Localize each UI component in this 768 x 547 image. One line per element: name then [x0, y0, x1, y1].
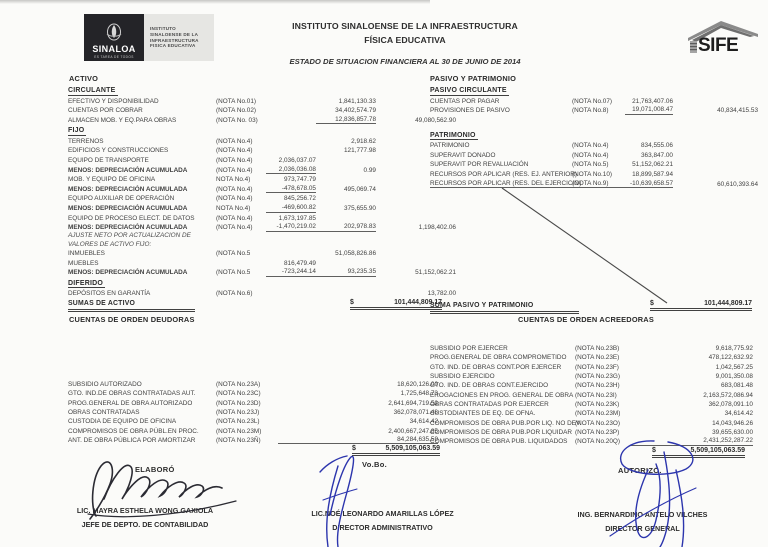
row-amount: 2,431,252,287.22: [630, 437, 753, 446]
row-amount: 18,620,126.00: [397, 380, 438, 388]
table-row: [68, 115, 456, 125]
row-note: (NOTA No.20Q): [575, 438, 620, 446]
row-amount: 362,078,091.10: [708, 400, 753, 408]
row-amount: 375,655.90: [344, 205, 376, 213]
row-note: [105, 288, 155, 289]
row-note: (NOTA No.5: [216, 250, 251, 258]
table-row: [68, 203, 456, 213]
sums-activo-total: [350, 299, 442, 310]
table-row: [68, 136, 456, 146]
row-note: (NOTA No.4): [216, 214, 253, 222]
row-amount: [186, 135, 246, 136]
row-label: PROG.GENERAL DE OBRA COMPROMETIDO: [430, 354, 567, 362]
row-note: (NOTA No.4): [216, 224, 253, 232]
row-amount: 9,618,775.92: [715, 344, 753, 352]
row-amount: [205, 288, 265, 289]
row-label: GTO. IND. DE OBRAS CONT.POR EJERCER: [430, 363, 562, 371]
row-amount: [316, 183, 376, 184]
row-note: NOTA No.4): [216, 176, 251, 184]
table-row: [68, 288, 456, 298]
row-note: (NOTA No.23O): [575, 419, 620, 427]
row-amount: 60,610,393.64: [717, 180, 758, 188]
row-amount: [136, 135, 186, 136]
institute-logo-text: [144, 14, 214, 61]
table-row: [68, 84, 456, 96]
signer-title: JEFE DE DEPTO. DE CONTABILIDAD: [81, 520, 209, 529]
table-row: [68, 232, 456, 240]
row-note: (NOTA No.23D): [216, 399, 261, 407]
row-note: (NOTA No.23H): [575, 382, 620, 390]
row-note: (NOTA No.01): [216, 97, 257, 105]
row-amount: [376, 212, 456, 213]
row-amount: 84,284,635.59: [278, 436, 438, 445]
row-label: CUSTODIANTES DE EQ. DE OFNA.: [430, 410, 536, 418]
row-amount: 2,918.62: [351, 137, 376, 145]
row-amount: [266, 257, 316, 258]
institute-line: SINALOENSE DE LA: [150, 31, 199, 37]
signer-title: DIRECTOR ADMINISTRATIVO: [332, 523, 433, 532]
table-row: [68, 184, 456, 194]
row-amount: [266, 105, 316, 106]
table-row: [430, 408, 753, 417]
row-label: CUENTAS POR COBRAR: [68, 107, 143, 115]
row-label: COMPROMISOS DE OBRA PUB. LIQUIDADOS: [430, 438, 568, 446]
signer-name: ING. BERNARDINO ANTELO VILCHES: [577, 510, 708, 519]
row-note: (NOTA No.8): [572, 107, 609, 115]
table-row: [430, 140, 758, 150]
currency-sign: $: [352, 445, 356, 452]
row-note: (NOTA No.23K): [575, 400, 620, 408]
row-label: CUENTAS POR PAGAR: [430, 97, 500, 105]
row-note: (NOTA No.4): [216, 166, 253, 174]
orden-deudoras-table: [68, 379, 438, 444]
row-amount: 1,042,567.25: [715, 363, 753, 371]
row-note: [478, 140, 531, 141]
section-activo: ACTIVO: [69, 74, 99, 83]
row-amount: 1,198,402.06: [418, 224, 456, 232]
suma-pasivo-label: SUMA PASIVO Y PATRIMONIO: [430, 302, 579, 314]
table-row: [430, 96, 758, 106]
row-amount: 21,763,407.06: [632, 97, 673, 105]
row-label: OBRAS CONTRATADAS POR EJERCER: [430, 400, 549, 408]
document-title: [225, 20, 585, 47]
row-label: CIRCULANTE: [68, 87, 116, 94]
signer-title: DIRECTOR GENERAL: [605, 524, 680, 533]
row-amount: 362,078,071.48: [393, 408, 438, 416]
row-amount: [218, 95, 278, 96]
table-row: [430, 150, 758, 160]
row-amount: [266, 297, 316, 298]
row-amount: [316, 164, 376, 165]
table-row: [430, 169, 758, 179]
row-label: SUBSIDIO EJERCIDO: [430, 372, 495, 380]
row-amount: 51,152,062.21: [415, 269, 456, 277]
table-row: [68, 145, 456, 155]
row-note: (NOTA No.23E): [575, 354, 620, 362]
row-amount: 51,058,826.86: [335, 250, 376, 258]
row-amount: [265, 288, 345, 289]
table-row: [430, 159, 758, 169]
row-amount: [610, 95, 695, 96]
table-row: [68, 193, 456, 203]
table-row: [430, 371, 753, 380]
row-label: EQUIPO AUXILIAR DE OPERACIÓN: [68, 195, 175, 203]
row-label: MOB. Y EQUIPO DE OFICINA: [68, 176, 156, 184]
row-label: EDIFICIOS Y CONSTRUCCIONES: [68, 147, 169, 155]
table-row: [68, 258, 456, 268]
row-note: (NOTA No.23B): [575, 344, 620, 352]
table-row: [68, 174, 456, 184]
row-amount: [316, 297, 376, 298]
table-row: [68, 379, 438, 388]
vobo-caption: Vo.Bo.: [362, 460, 387, 469]
row-label: PATRIMONIO: [430, 131, 476, 139]
row-label: GTO. IND. DE OBRAS CONT.EJERCIDO: [430, 382, 549, 390]
row-label: CUSTODIA DE EQUIPO DE OFICINA: [68, 418, 177, 426]
row-note: [509, 95, 562, 96]
table-row: [68, 124, 456, 136]
row-amount: [579, 140, 664, 141]
sums-activo-label: SUMAS DE ACTIVO: [68, 300, 195, 312]
institute-line: INSTITUTO: [150, 25, 176, 31]
row-amount: [673, 178, 758, 179]
row-note: (NOTA No.23A): [216, 380, 261, 388]
row-amount: 34,402,574.79: [335, 107, 376, 115]
row-label: MENOS: DEPRECIACIÓN ACUMULADA: [68, 224, 188, 232]
row-label: SUBSIDIO AUTORIZADO: [68, 380, 142, 388]
row-note: (NOTA No.02): [216, 107, 257, 115]
row-note: [216, 239, 266, 240]
table-row: [430, 84, 758, 96]
sife-logo-text: SIFE: [698, 35, 739, 54]
table-row: [68, 388, 438, 397]
row-amount: 40,834,415.53: [717, 107, 758, 115]
row-label: EQUIPO DE PROCESO ELECT. DE DATOS: [68, 214, 195, 222]
table-row: [68, 105, 456, 115]
row-amount: 51,152,062.21: [632, 161, 673, 169]
table-row: [430, 352, 753, 361]
row-label: RECURSOS POR APLICAR (RES. EJ. ANTERIOR): [430, 171, 578, 179]
row-amount: [376, 193, 456, 194]
row-amount: 34,614.42: [724, 410, 753, 418]
row-note: (NOTA No.4): [572, 142, 609, 150]
row-amount: [673, 105, 758, 106]
sinaloa-logo-box: [84, 14, 144, 61]
row-label: SUPERAVIT DONADO: [430, 151, 496, 159]
row-amount: [155, 288, 205, 289]
row-amount: [266, 154, 316, 155]
row-note: (NOTA No.23Ñ): [216, 436, 261, 444]
row-label: ALMACEN MOB. Y EQ.PARA OBRAS: [68, 116, 177, 124]
row-amount: [266, 248, 316, 249]
row-label: RECURSOS POR APLICAR (RES. DEL EJERCICIO): [430, 179, 582, 187]
orden-acreedoras-total: [652, 447, 745, 458]
row-label: FIJO: [68, 127, 85, 135]
row-amount: -723,244.14: [266, 268, 316, 277]
state-logo: [84, 14, 214, 61]
row-label: EQUIPO DE TRANSPORTE: [68, 157, 149, 165]
row-note: [216, 248, 266, 249]
section-orden-deudoras: CUENTAS DE ORDEN DEUDORAS: [69, 315, 195, 324]
signer-right: [540, 511, 745, 533]
row-amount: 2,163,572,086.94: [703, 391, 753, 399]
row-label: OBRAS CONTRATADAS: [68, 408, 140, 416]
scan-edge-shadow: [0, 0, 15, 547]
row-amount: 973,747.79: [284, 176, 316, 184]
statement-title: ESTADO DE SITUACION FINANCIERA AL 30 DE JUNIO DE 2014: [289, 57, 521, 66]
row-amount: 18,899,587.94: [632, 171, 673, 179]
row-amount: 2,641,694,719.52: [388, 399, 438, 407]
row-amount: [316, 239, 376, 240]
autorizo-caption: AUTORIZÓ.: [618, 466, 662, 475]
row-note: (NOTA No. 03): [216, 116, 258, 124]
row-amount: 2,036,037.07: [278, 157, 316, 165]
pasivo-table: [430, 84, 758, 188]
row-amount: [673, 168, 758, 169]
row-amount: [673, 159, 758, 160]
row-amount: [376, 202, 456, 203]
signature-vobo: [320, 456, 357, 547]
row-label: PASIVO CIRCULANTE: [430, 87, 507, 94]
row-note: (NOTA No.5: [216, 269, 251, 277]
row-amount: 478,122,632.92: [708, 354, 753, 362]
currency-sign: $: [350, 299, 354, 306]
row-amount: 202,978.83: [316, 223, 376, 232]
row-note: (NOTA No.4): [572, 151, 609, 159]
row-note: (NOTA No.5): [572, 161, 609, 169]
table-row: [68, 267, 456, 277]
row-label: MENOS: DEPRECIACIÓN ACUMULADA: [68, 166, 188, 174]
row-note: (NOTA No.4): [216, 137, 253, 145]
row-label: GTO. IND.DE OBRAS CONTRATADAS AUT.: [68, 390, 196, 398]
row-amount: -478,678.05: [266, 185, 316, 194]
row-label: EROGACIONES EN PROG. GENERAL DE OBRA: [430, 391, 574, 399]
elaboro-caption: ELABORÓ: [135, 465, 175, 474]
scan-top-shadow: [0, 0, 430, 4]
row-amount: [278, 95, 358, 96]
row-amount: 834,555.06: [641, 142, 673, 150]
row-label: VALORES DE ACTIVO FIJO:: [68, 240, 152, 248]
table-row: [430, 343, 753, 352]
row-amount: 495,069.74: [344, 185, 376, 193]
table-row: [68, 165, 456, 175]
row-label: COMPROMISOS DE OBRA PUB.POR LIQUIDAR: [430, 428, 573, 436]
row-amount: [316, 222, 376, 223]
row-amount: 1,725,648.73: [400, 390, 438, 398]
table-row: [430, 380, 753, 389]
table-row: [430, 129, 758, 141]
row-amount: [673, 149, 758, 150]
row-note: (NOTA No.23C): [216, 390, 261, 398]
row-label: PATRIMONIO: [430, 142, 470, 150]
total-amount: 101,444,809.17: [394, 299, 442, 306]
total-amount: 101,444,809.17: [704, 300, 752, 307]
row-amount: 683,081.48: [721, 382, 753, 390]
row-note: (NOTA No.23G): [575, 372, 620, 380]
table-row: [68, 435, 438, 444]
row-label: INMUEBLES: [68, 250, 105, 258]
row-label: COMPROMISOS DE OBRA PUB.POR LIQ. NO DEV.: [430, 419, 582, 427]
table-row: [68, 240, 456, 248]
table-row: [430, 362, 753, 371]
row-label: MENOS: DEPRECIACIÓN ACUMULADA: [68, 185, 188, 193]
signer-middle: [280, 510, 485, 532]
total-amount: 5,509,105,063.59: [385, 445, 440, 452]
row-amount: [531, 140, 579, 141]
table-row: [68, 398, 438, 407]
signer-left: [40, 507, 250, 529]
row-note: NOTA No.4): [216, 205, 251, 213]
row-amount: [376, 239, 456, 240]
table-row: [430, 105, 758, 115]
row-amount: -1,470,219.02: [266, 223, 316, 232]
row-amount: [376, 267, 456, 268]
row-note: (NOTA No.07): [572, 97, 613, 105]
section-pasivo: PASIVO Y PATRIMONIO: [430, 74, 517, 83]
row-note: [118, 95, 168, 96]
row-amount: 845,256.72: [284, 195, 316, 203]
diagonal-rule: [502, 188, 667, 303]
row-note: (NOTA No.4): [216, 185, 253, 193]
row-label: DIFERIDO: [68, 279, 104, 287]
row-label: DEPÓSITOS EN GARANTÍA: [68, 290, 151, 298]
orden-acreedoras-table: [430, 343, 753, 446]
row-note: (NOTA No.23M): [216, 427, 262, 435]
row-amount: [266, 239, 316, 240]
activo-table: [68, 84, 456, 298]
signer-name: LIC. MAYRA ESTHELA WONG GAXIOLA: [76, 506, 214, 515]
row-label: MENOS: DEPRECIACIÓN ACUMULADA: [68, 205, 188, 213]
row-amount: 0.99: [363, 166, 376, 174]
state-name: SINALOA: [92, 44, 136, 54]
row-amount: 12,836,857.78: [316, 116, 376, 125]
table-row: [430, 179, 758, 189]
row-amount: 1,673,197.85: [278, 214, 316, 222]
table-row: [430, 427, 753, 436]
row-note: (NOTA No.4): [216, 147, 253, 155]
total-amount: 5,509,105,063.59: [690, 447, 745, 454]
table-row: [68, 96, 456, 106]
row-amount: 93,235.35: [316, 268, 376, 277]
table-row: [430, 115, 758, 129]
suma-pasivo-total: [650, 300, 752, 311]
row-amount: 2,400,667,247.85: [388, 427, 438, 435]
row-amount: [316, 202, 376, 203]
row-label: MUEBLES: [68, 259, 99, 267]
row-amount: [562, 95, 610, 96]
section-orden-acreedoras: CUENTAS DE ORDEN ACREEDORAS: [518, 315, 654, 324]
row-label: TERRENOS: [68, 137, 104, 145]
row-label: PROVISIONES DE PASIVO: [430, 107, 510, 115]
document-title-line1: INSTITUTO SINALOENSE DE LA INFRAESTRUCTURA: [292, 21, 518, 31]
row-note: (NOTA No.9): [572, 180, 625, 189]
table-row: [68, 426, 438, 435]
row-amount: 9,001,350.08: [715, 372, 753, 380]
row-note: (NOTA No.23P): [575, 428, 620, 436]
row-amount: [376, 257, 456, 258]
row-amount: [316, 248, 376, 249]
row-amount: [168, 95, 218, 96]
row-label: ANT. DE OBRA PÚBLICA POR AMORTIZAR: [68, 436, 196, 444]
state-emblem-icon: [103, 22, 125, 44]
institute-line: INFRAESTRUCTURA: [150, 37, 199, 43]
row-label: SUPERAVIT POR REVALUACIÓN: [430, 161, 529, 169]
currency-sign: $: [652, 447, 656, 454]
row-amount: -469,600.82: [266, 204, 316, 213]
table-row: [68, 407, 438, 416]
row-note: (NOTA No.23L): [216, 418, 260, 426]
table-row: [68, 277, 456, 289]
row-amount: 14,043,946.26: [712, 419, 753, 427]
table-row: [68, 416, 438, 425]
table-row: [68, 248, 456, 258]
row-amount: 39,655,630.00: [712, 428, 753, 436]
row-label: COMPROMISOS DE OBRA PÚBL.EN PROC.: [68, 427, 199, 435]
table-row: [68, 213, 456, 223]
row-amount: 13,782.00: [427, 290, 456, 298]
row-amount: 49,080,562.90: [415, 116, 456, 124]
row-note: (NOTA No.23M): [575, 410, 621, 418]
orden-deudoras-total: [352, 445, 440, 456]
row-amount: 34,614.42: [409, 418, 438, 426]
table-row: [430, 390, 753, 399]
row-label: PROG.GENERAL DE OBRA AUTORIZADO: [68, 399, 193, 407]
row-note: (NOTA No.23F): [575, 363, 619, 371]
row-label: AJUSTE NETO POR ACTUALIZACION DE: [68, 232, 191, 240]
row-note: [86, 135, 136, 136]
row-note: (NOTA No.10): [572, 171, 613, 179]
row-note: (NOTA No.23J): [216, 408, 260, 416]
table-row: [430, 436, 753, 445]
row-note: (NOTA No.4): [216, 157, 253, 165]
row-amount: -10,639,658.57: [625, 180, 673, 189]
row-note: (NOTA No.4): [216, 195, 253, 203]
row-amount: [266, 114, 316, 115]
row-label: MENOS: DEPRECIACIÓN ACUMULADA: [68, 269, 188, 277]
institute-line: FISICA EDUCATIVA: [150, 43, 196, 49]
table-row: [430, 418, 753, 427]
row-amount: [266, 124, 316, 125]
row-amount: [266, 145, 316, 146]
row-note: (NOTA No.23I): [575, 391, 617, 399]
table-row: [68, 155, 456, 165]
row-amount: [246, 135, 326, 136]
state-tagline: ES TAREA DE TODOS: [94, 55, 134, 59]
currency-sign: $: [650, 300, 654, 307]
row-amount: 19,071,008.47: [625, 106, 673, 115]
table-row: [430, 399, 753, 408]
row-amount: 1,841,130.33: [338, 97, 376, 105]
sife-house-icon: [688, 14, 760, 54]
row-amount: 121,777.98: [344, 147, 376, 155]
row-label: EFECTIVO Y DISPONIBILIDAD: [68, 97, 159, 105]
row-amount: 816,479.49: [284, 259, 316, 267]
table-row: [68, 222, 456, 232]
signer-name: LIC.NOÉ LEONARDO AMARILLAS LÓPEZ: [311, 509, 454, 518]
document-title-line2: FÍSICA EDUCATIVA: [364, 34, 446, 45]
row-amount: [376, 248, 456, 249]
row-note: [216, 267, 266, 268]
row-amount: [376, 222, 456, 223]
sife-logo: [688, 14, 760, 54]
row-amount: [316, 267, 376, 268]
row-amount: 2,036,036.08: [266, 166, 316, 175]
row-amount: 363,847.00: [641, 151, 673, 159]
row-note: (NOTA No.6): [216, 290, 253, 298]
row-label: SUBSIDIO POR EJERCER: [430, 344, 508, 352]
